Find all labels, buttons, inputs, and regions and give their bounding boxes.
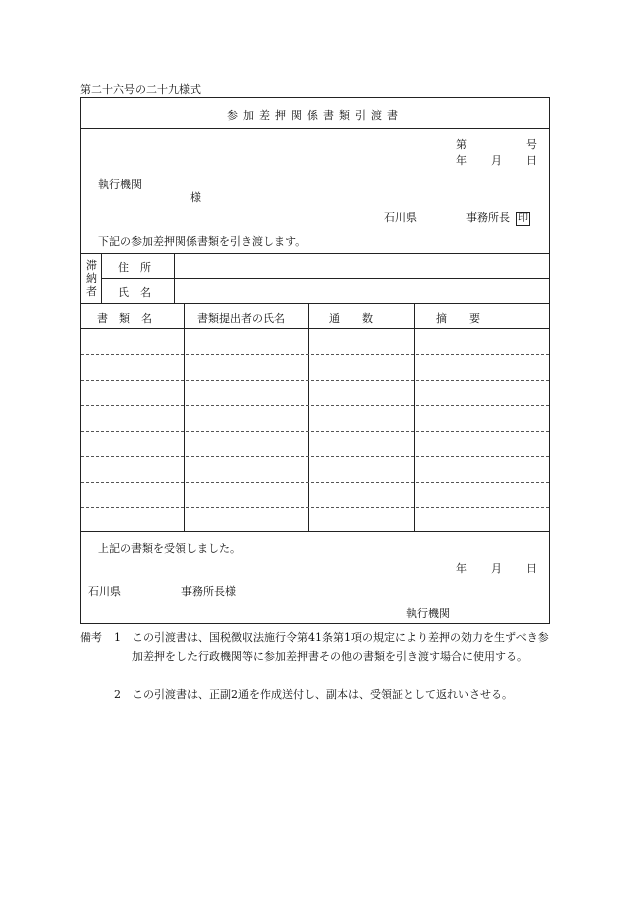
table-header-copies: 通 数 — [329, 312, 373, 325]
receipt-text: 上記の書類を受領しました。 — [98, 542, 241, 555]
divider — [184, 303, 185, 531]
receipt-to-office: 事務所長様 — [181, 585, 236, 598]
remark-text: この引渡書は、正副2通を作成送付し、副本は、受領証として返れいさせる。 — [132, 688, 513, 701]
body-text: 下記の参加差押関係書類を引き渡します。 — [98, 235, 307, 248]
sender-office-title: 事務所長 — [466, 211, 510, 224]
seal-mark: 印 — [518, 213, 528, 224]
table-row — [81, 354, 549, 355]
table-row — [81, 380, 549, 381]
delinquent-label-2: 納 — [86, 272, 97, 285]
table-row — [81, 507, 549, 508]
date-year: 年 — [456, 154, 467, 167]
form-frame — [80, 97, 550, 624]
receipt-from-org: 執行機関 — [406, 607, 450, 620]
recipient-honorific: 様 — [190, 191, 201, 204]
sender-office — [466, 209, 530, 226]
table-row — [81, 482, 549, 483]
divider — [308, 303, 309, 531]
address-label: 住 所 — [118, 261, 151, 274]
document-number-suffix: 号 — [526, 138, 537, 151]
divider — [101, 278, 549, 279]
remark-number: 2 — [114, 688, 121, 701]
divider — [81, 531, 549, 532]
remarks-label: 備考 — [80, 631, 102, 644]
table-header-submitter-name: 書類提出者の氏名 — [197, 312, 285, 325]
date-day: 日 — [526, 154, 537, 167]
receipt-date-year: 年 — [456, 562, 467, 575]
form-title: 参加差押関係書類引渡書 — [227, 109, 403, 122]
delinquent-label-1: 滞 — [86, 259, 97, 272]
divider — [81, 303, 549, 304]
table-header-document-name: 書 類 名 — [97, 312, 152, 325]
remark-text: この引渡書は、国税徴収法施行令第41条第1項の規定により差押の効力を生ずべき参加差押をした行政機関等に参加差押書その他の書類を引き渡す場合に使用する。 — [132, 631, 549, 663]
form-number: 第二十六号の二十九様式 — [80, 83, 201, 96]
receipt-to-prefecture: 石川県 — [88, 585, 121, 598]
document-number-prefix: 第 — [456, 138, 467, 151]
delinquent-label-3: 者 — [86, 285, 97, 298]
table-header-remarks: 摘 要 — [436, 312, 480, 325]
sender-prefecture: 石川県 — [384, 211, 417, 224]
table-row — [81, 456, 549, 457]
date-month: 月 — [491, 154, 502, 167]
table-row — [81, 405, 549, 406]
table-row — [81, 431, 549, 432]
receipt-date-month: 月 — [491, 562, 502, 575]
divider — [81, 253, 549, 254]
divider — [81, 128, 549, 129]
name-label: 氏 名 — [118, 286, 151, 299]
divider — [81, 328, 549, 329]
divider — [414, 303, 415, 531]
receipt-date-day: 日 — [526, 562, 537, 575]
recipient-org: 執行機関 — [98, 178, 142, 191]
remark-number: 1 — [114, 631, 121, 644]
